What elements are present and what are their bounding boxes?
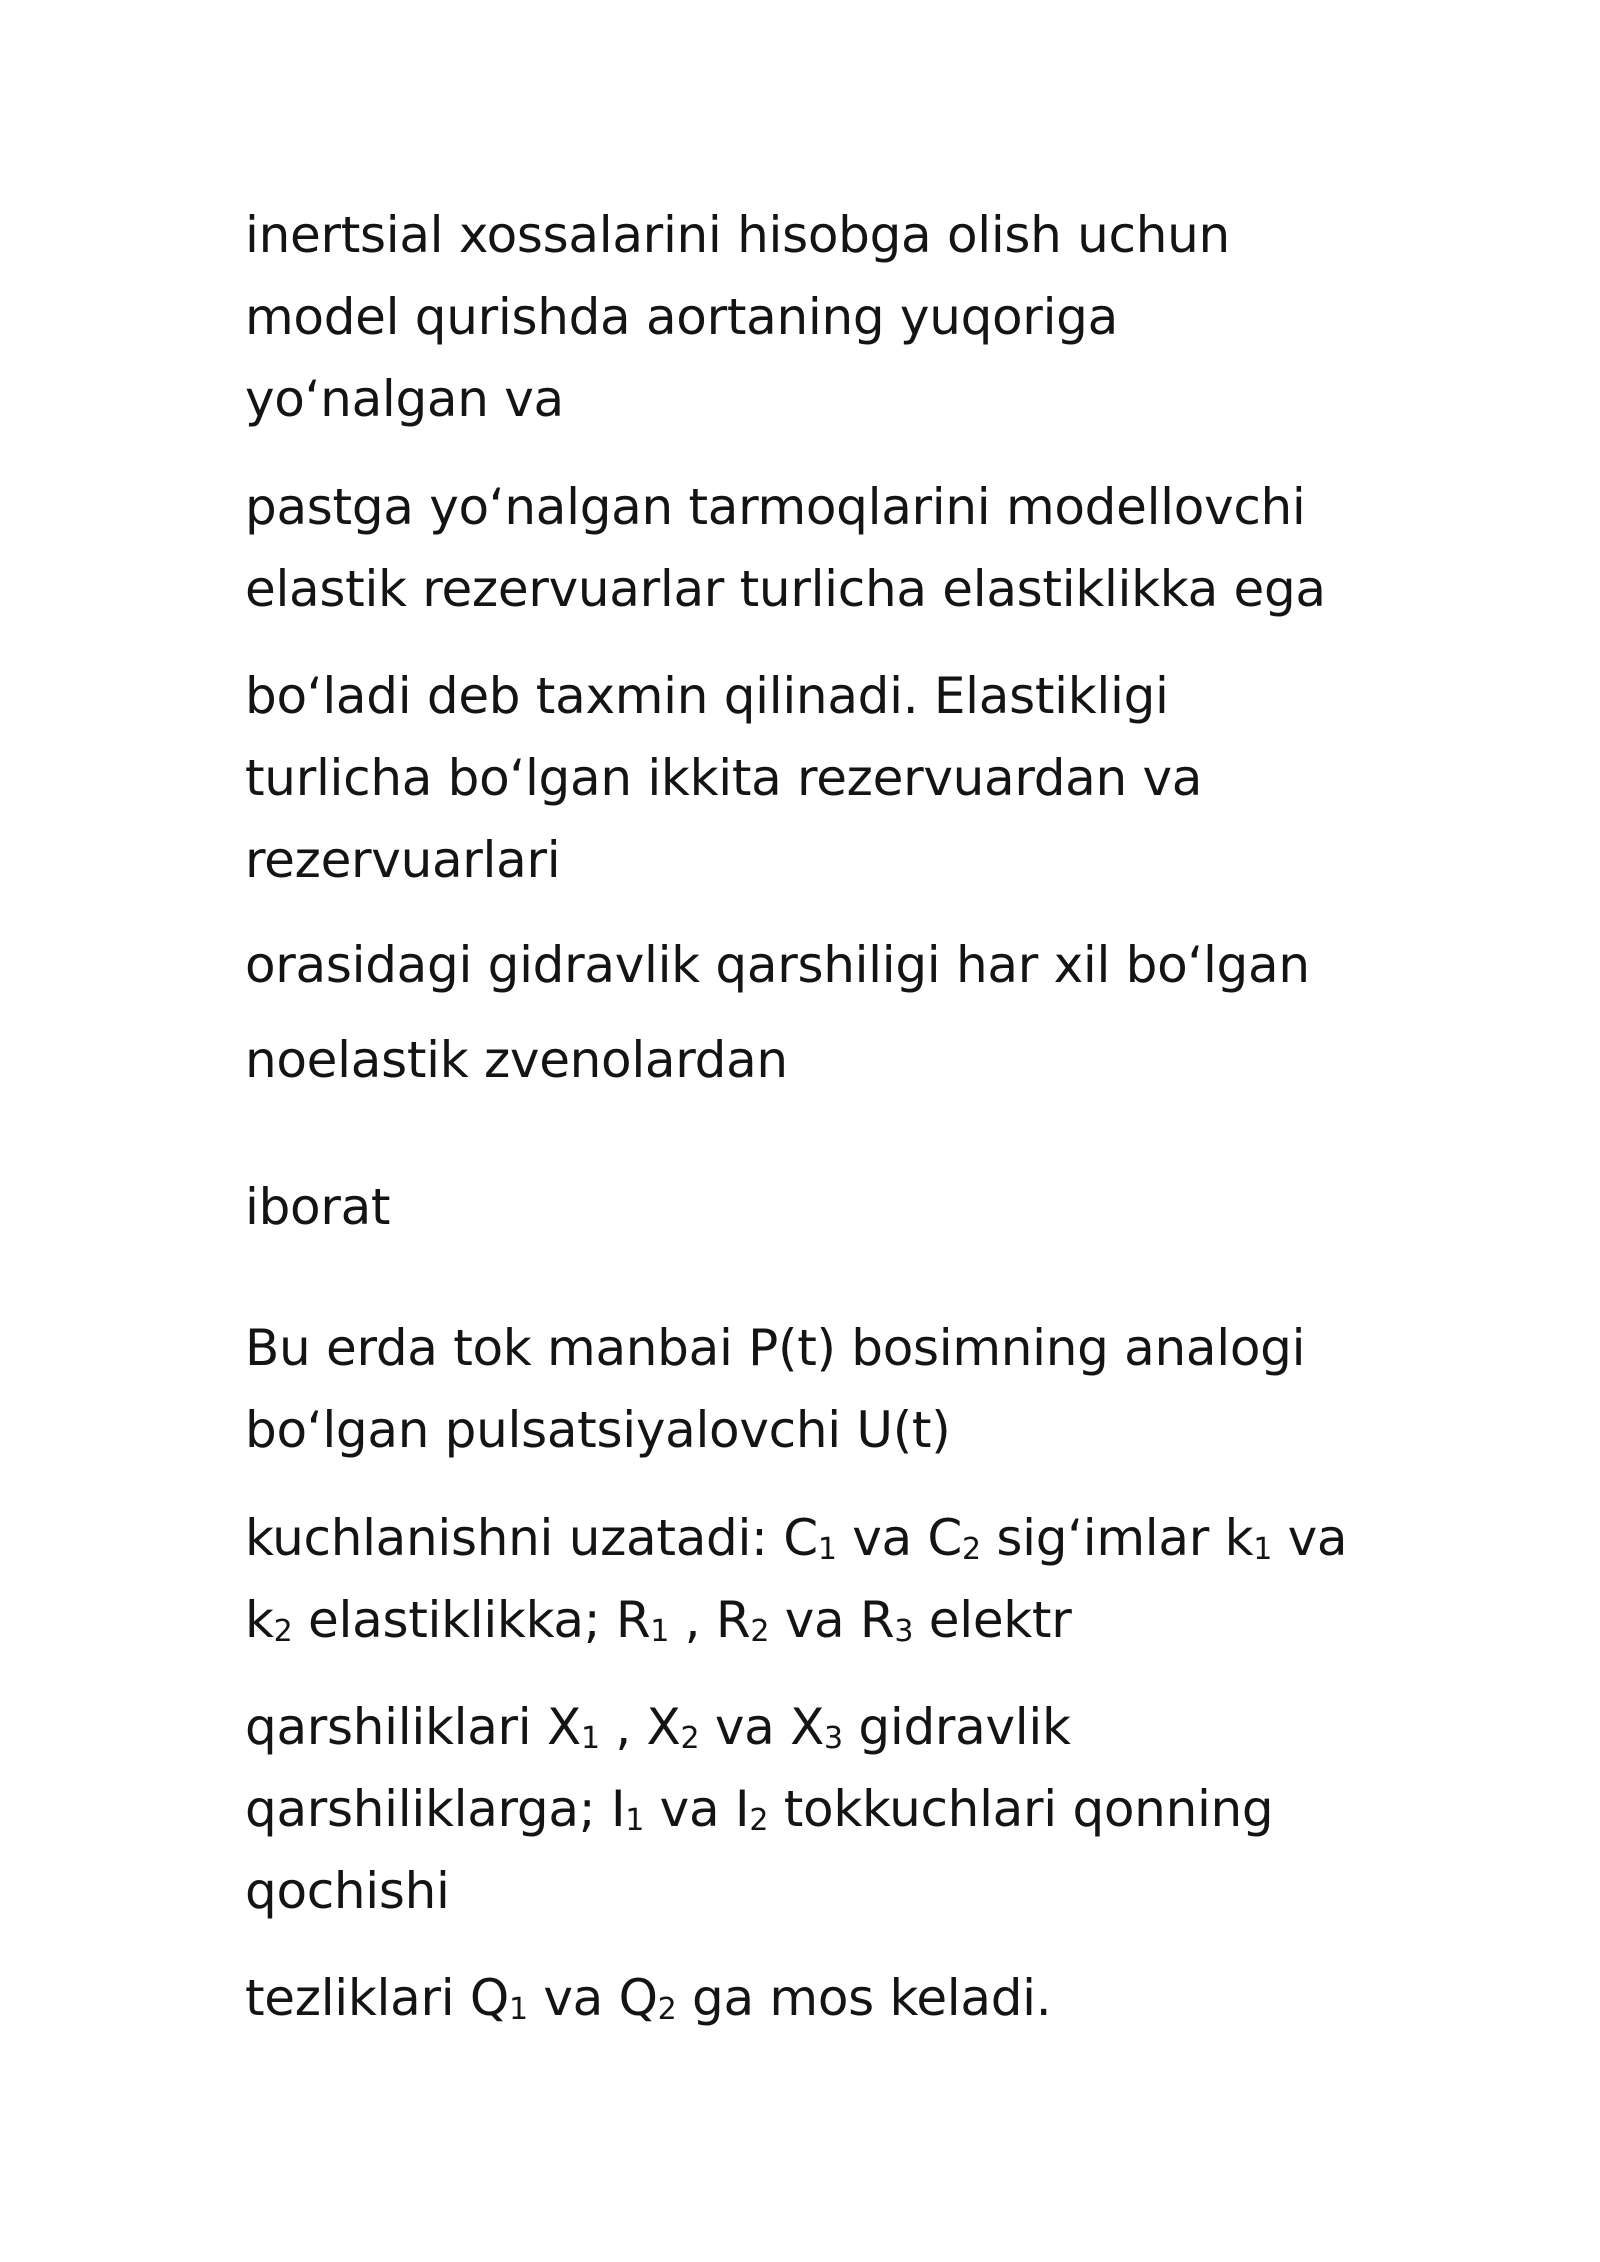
text-line <box>245 287 1118 347</box>
text-segment: va <box>1272 1509 1348 1567</box>
text-line <box>245 1400 950 1460</box>
text-segment: iborat <box>245 1178 391 1236</box>
subscript: 1 <box>817 1532 837 1567</box>
subscript: 1 <box>1253 1532 1273 1567</box>
subscript: 2 <box>680 1721 700 1756</box>
text-segment: gidravlik <box>842 1698 1071 1756</box>
subscript: 2 <box>657 1992 677 2027</box>
subscript: 3 <box>894 1614 914 1649</box>
subscript: 2 <box>962 1532 981 1567</box>
text-line <box>245 1590 1072 1650</box>
subscript: 2 <box>273 1614 293 1649</box>
text-line <box>245 559 1326 619</box>
text-line <box>245 1697 1071 1757</box>
text-line <box>245 1508 1347 1568</box>
text-segment: tokkuchlari qonning <box>768 1780 1274 1838</box>
text-segment: ga mos keladi. <box>676 1969 1052 2027</box>
subscript: 1 <box>508 1992 528 2027</box>
text-line <box>245 369 564 429</box>
text-line <box>245 477 1306 537</box>
text-segment: pastga yo‘nalgan tarmoqlarini modellovchi <box>245 478 1306 536</box>
text-segment: rezervuarlari <box>245 831 561 889</box>
text-line <box>245 1030 788 1090</box>
subscript: 1 <box>625 1803 645 1838</box>
subscript: 3 <box>824 1721 843 1756</box>
text-line <box>245 205 1230 265</box>
text-segment: , R <box>669 1591 751 1649</box>
text-segment: qarshiliklarga; I <box>245 1780 626 1838</box>
text-segment: inertsial xossalarini hisobga olish uchun <box>245 206 1230 264</box>
text-line <box>245 935 1310 995</box>
text-segment: elastik rezervuarlar turlicha elastiklikka ega <box>245 560 1326 618</box>
text-segment: elastiklikka; R <box>292 1591 651 1649</box>
text-segment: orasidagi gidravlik qarshiligi har xil bo‘lgan <box>245 936 1310 994</box>
text-segment: qarshiliklari X <box>245 1698 581 1756</box>
text-segment: kuchlanishni uzatadi: C <box>245 1509 818 1567</box>
text-segment: elektr <box>913 1591 1072 1649</box>
text-segment: va X <box>699 1698 825 1756</box>
subscript: 2 <box>749 1803 769 1838</box>
text-segment: qochishi <box>245 1862 450 1920</box>
subscript: 2 <box>750 1614 770 1649</box>
text-segment: , X <box>599 1698 681 1756</box>
text-segment: k <box>245 1591 274 1649</box>
text-segment: yo‘nalgan va <box>245 370 564 428</box>
text-segment: va I <box>644 1780 750 1838</box>
text-line <box>245 666 1169 726</box>
subscript: 1 <box>650 1614 670 1649</box>
text-segment: turlicha bo‘lgan ikkita rezervuardan va <box>245 749 1203 807</box>
text-line <box>245 1177 390 1237</box>
text-segment: Bu erda tok manbai P(t) bosimning analogi <box>245 1319 1306 1377</box>
text-segment: va R <box>769 1591 895 1649</box>
text-line <box>245 748 1202 808</box>
text-segment: bo‘ladi deb taxmin qilinadi. Elastikligi <box>245 667 1169 725</box>
text-line <box>245 1318 1305 1378</box>
text-line <box>245 830 560 890</box>
text-line <box>245 1968 1051 2028</box>
text-segment: model qurishda aortaning yuqoriga <box>245 288 1118 346</box>
text-line <box>245 1779 1273 1839</box>
text-segment: sig‘imlar k <box>980 1509 1254 1567</box>
subscript: 1 <box>580 1721 600 1756</box>
text-segment: noelastik zvenolardan <box>245 1031 788 1089</box>
text-segment: va Q <box>527 1969 658 2027</box>
text-segment: va C <box>836 1509 963 1567</box>
text-segment: bo‘lgan pulsatsiyalovchi U(t) <box>245 1401 951 1459</box>
text-line <box>245 1861 450 1921</box>
text-segment: tezliklari Q <box>245 1969 509 2027</box>
